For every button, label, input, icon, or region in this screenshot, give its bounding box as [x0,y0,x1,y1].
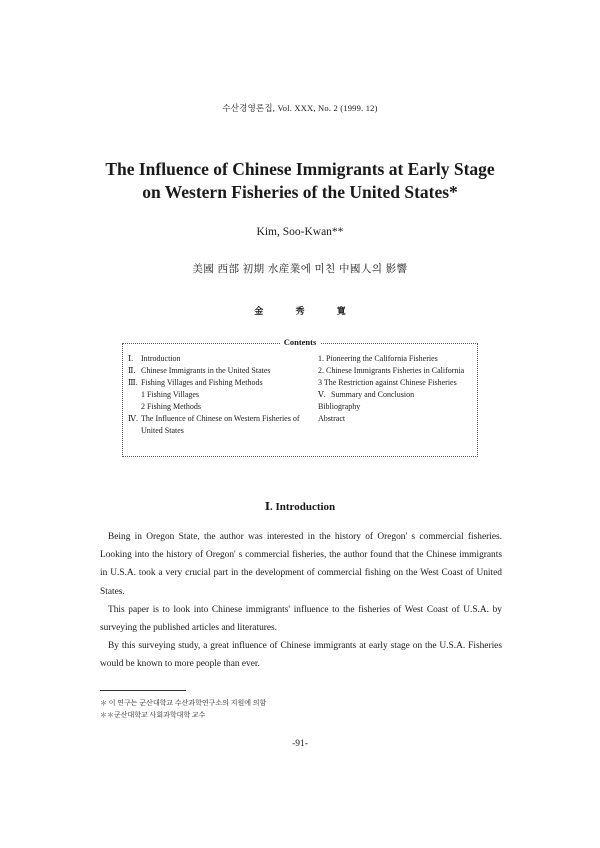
toc-text: The Influence of Chinese on Western Fisheries of United States [141,414,300,435]
toc-item [128,413,306,437]
toc-item [128,365,306,377]
korean-author-name: 金 秀 寬 [254,306,346,316]
toc-subitem: 3 The Restriction against Chinese Fisheries [318,378,457,387]
toc-text: Fishing Villages and Fishing Methods [141,378,263,387]
toc-left-column [128,353,306,437]
toc-item: Bibliography [318,402,361,411]
toc-text: Summary and Conclusion [331,390,415,399]
toc-subitem: 1. Pioneering the California Fisheries [318,354,438,363]
toc-item [128,353,306,365]
footnote: ＊ 이 연구는 군산대학교 수산과학연구소의 지원에 의함 [100,699,267,707]
toc-subitem: 2. Chinese Immigrants Fisheries in California [318,366,465,375]
paragraph: By this surveying study, a great influence of Chinese immigrants at early stage on the U.S.A. Fisheries would be known to more people than ever. [100,641,502,670]
contents-label: Contents [123,337,477,347]
contents-box [122,337,478,457]
korean-title: 美國 西部 初期 水産業에 미친 中國人의 影響 [192,264,408,275]
page-number: -91- [292,739,308,749]
toc-number: Ⅱ. [128,366,136,375]
toc-item: Abstract [318,414,346,423]
toc-subitem: 1 Fishing Villages [141,390,200,399]
footnotes [100,697,400,721]
toc-number: Ⅴ. [318,390,326,399]
paragraph: Being in Oregon State, the author was interested in the history of Oregon' s commercial fisheries. Looking into the history of Oregon' s commercial fisheries, the author found that the Chinese immigrants in U.S.A. took a very crucial part in the development of commercial fishing on the West Coast of United States. [100,532,502,597]
toc-number: Ⅰ. [128,354,134,363]
toc-text: Introduction [141,354,181,363]
journal-header: 수산경영론집, Vol. XXX, No. 2 (1999. 12) [222,103,378,113]
title-line-2: on Western Fisheries of the United States* [142,182,458,202]
author-name: Kim, Soo-Kwan** [256,226,344,238]
toc-number: Ⅲ. [128,378,138,387]
title-line-1: The Influence of Chinese Immigrants at Early Stage [105,159,495,179]
toc-number: Ⅳ. [128,414,138,423]
body-text [100,528,502,674]
paper-title [40,158,560,204]
toc-item [318,389,476,401]
section-heading: Ⅰ. Introduction [264,501,336,513]
toc-subitem: 2 Fishing Methods [141,402,202,411]
toc-right-column [318,353,476,425]
toc-text: Chinese Immigrants in the United States [141,366,271,375]
footnote: ＊＊군산대학교 사회과학대학 교수 [100,711,206,719]
paragraph: This paper is to look into Chinese immigrants' influence to the fisheries of West Coast of U.S.A. by surveying the published articles and literatures. [100,604,502,634]
toc-item [128,377,306,389]
footnote-divider [100,690,186,691]
